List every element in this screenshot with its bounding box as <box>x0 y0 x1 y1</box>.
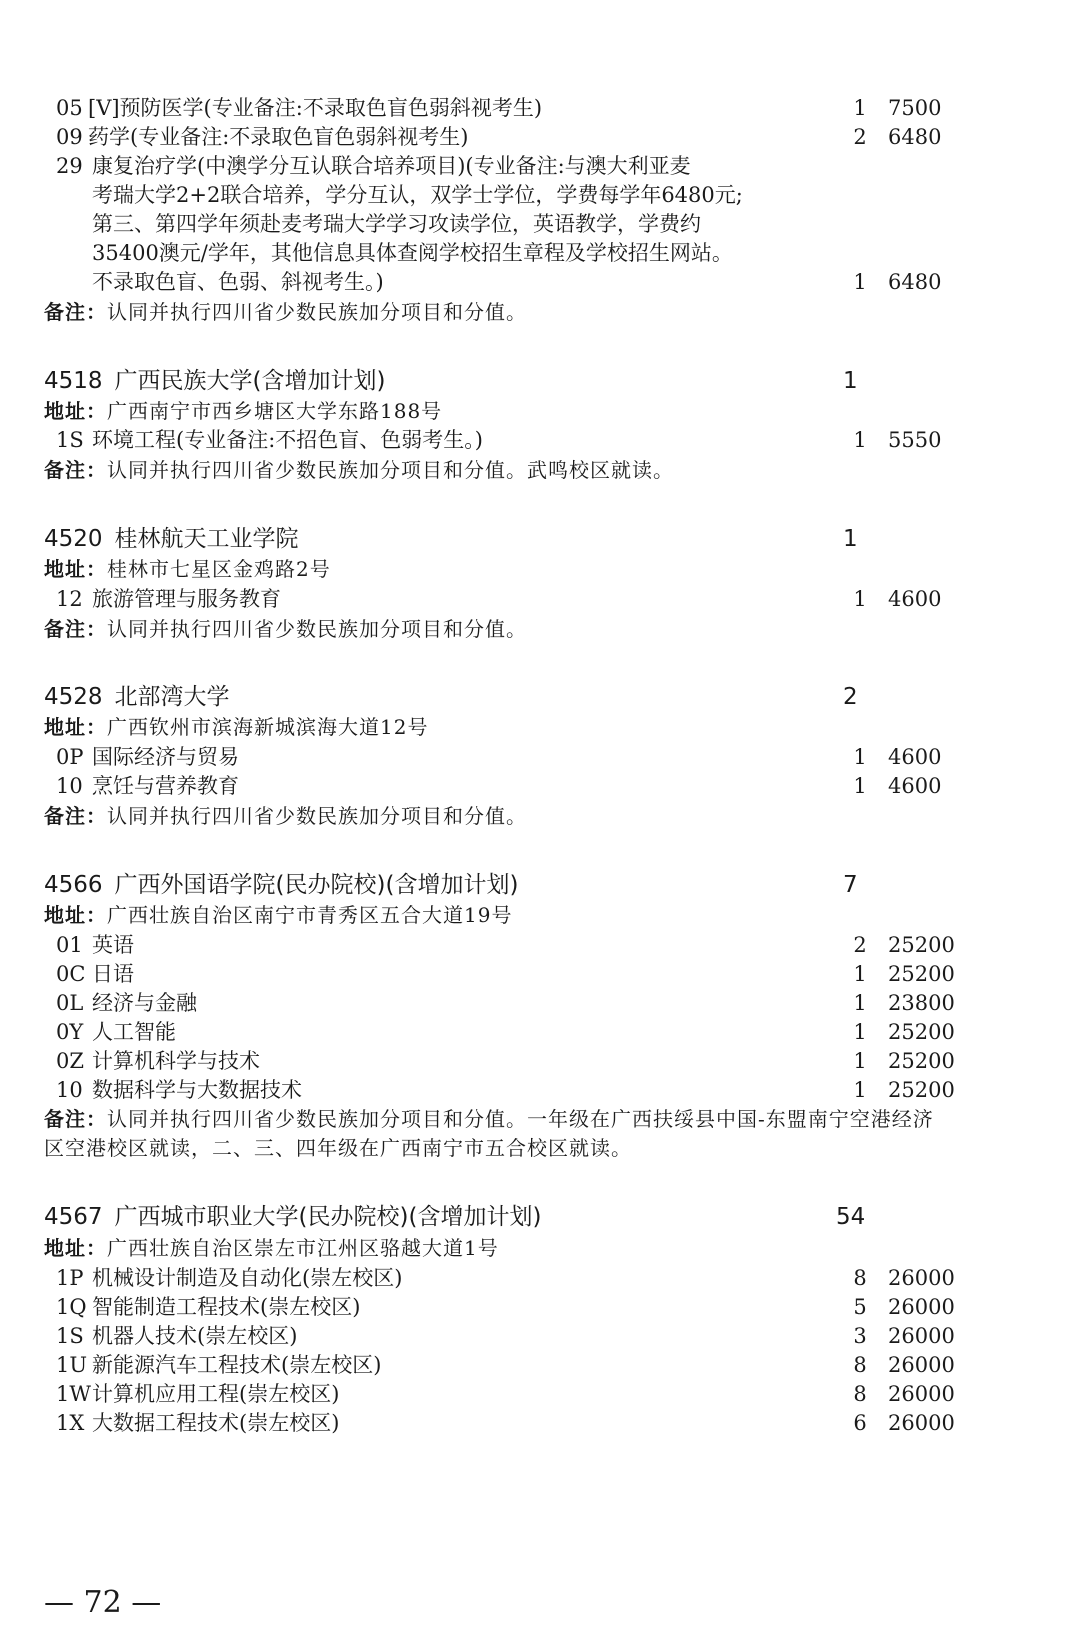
school-code: 4518 <box>44 368 103 394</box>
major-code: 0L <box>56 991 84 1015</box>
major-code: 1X <box>56 1411 85 1435</box>
major-name: 数据科学与大数据技术 <box>92 1078 302 1102</box>
major-fee: 23800 <box>888 991 955 1015</box>
major-fee: 25200 <box>888 1078 955 1102</box>
major-code: 1S <box>56 428 84 452</box>
school-note <box>44 455 674 485</box>
major-count: 8 <box>853 1353 867 1377</box>
major-name-line: 第三、第四学年须赴麦考瑞大学学习攻读学位，英语教学，学费约 <box>92 212 701 236</box>
school-total: 2 <box>843 684 858 710</box>
major-count: 1 <box>853 587 867 611</box>
major-fee: 26000 <box>888 1324 955 1348</box>
note-text: 认同并执行四川省少数民族加分项目和分值。 <box>107 617 527 641</box>
school-address <box>44 712 428 742</box>
school-total: 1 <box>843 526 858 552</box>
major-fee: 4600 <box>888 587 942 611</box>
major-fee: 6480 <box>888 125 942 149</box>
address-label: 地址： <box>44 715 107 739</box>
school-note <box>44 614 527 644</box>
major-count: 1 <box>853 962 867 986</box>
school-code: 4520 <box>44 526 103 552</box>
note-label: 备注： <box>44 458 107 482</box>
address-text: 广西南宁市西乡塘区大学东路188号 <box>107 399 443 423</box>
address-text: 广西壮族自治区崇左市江州区骆越大道1号 <box>107 1236 499 1260</box>
school-code: 4567 <box>44 1204 103 1230</box>
major-code: 05 <box>56 96 83 120</box>
major-count: 1 <box>853 1049 867 1073</box>
major-name: [Ⅴ]预防医学(专业备注:不录取色盲色弱斜视考生) <box>88 96 543 120</box>
major-name: 药学(专业备注:不录取色盲色弱斜视考生) <box>88 125 469 149</box>
school-note <box>44 801 527 831</box>
note-label: 备注： <box>44 804 107 828</box>
major-name: 机械设计制造及自动化(崇左校区) <box>92 1266 403 1290</box>
major-count: 1 <box>853 745 867 769</box>
note-label: 备注： <box>44 617 107 641</box>
major-name-line: 35400澳元/学年，其他信息具体查阅学校招生章程及学校招生网站。 <box>92 241 733 265</box>
major-fee: 6480 <box>888 270 942 294</box>
major-count: 2 <box>853 933 867 957</box>
note-label: 备注： <box>44 300 107 324</box>
school-address <box>44 900 512 930</box>
major-count: 1 <box>853 774 867 798</box>
major-fee: 26000 <box>888 1411 955 1435</box>
school-address <box>44 396 442 426</box>
school-name: 广西城市职业大学(民办院校)(含增加计划) <box>114 1204 542 1230</box>
major-count: 6 <box>853 1411 867 1435</box>
major-fee: 26000 <box>888 1266 955 1290</box>
note-label: 备注： <box>44 1107 107 1131</box>
major-name: 新能源汽车工程技术(崇左校区) <box>92 1353 382 1377</box>
major-code: 1U <box>56 1353 88 1377</box>
major-count: 2 <box>853 125 867 149</box>
major-code: 1P <box>56 1266 84 1290</box>
major-fee: 25200 <box>888 933 955 957</box>
school-total: 7 <box>843 872 858 898</box>
note-text: 认同并执行四川省少数民族加分项目和分值。 <box>107 804 527 828</box>
major-code: 1S <box>56 1324 84 1348</box>
major-fee: 26000 <box>888 1295 955 1319</box>
school-name: 广西外国语学院(民办院校)(含增加计划) <box>114 872 519 898</box>
school-header <box>44 522 299 556</box>
school-header <box>44 1200 541 1234</box>
major-fee: 25200 <box>888 1020 955 1044</box>
major-count: 5 <box>853 1295 867 1319</box>
major-code: 0Z <box>56 1049 84 1073</box>
school-name: 北部湾大学 <box>114 684 230 710</box>
school-code: 4566 <box>44 872 103 898</box>
major-fee: 4600 <box>888 774 942 798</box>
major-name: 人工智能 <box>92 1020 176 1044</box>
school-header <box>44 364 386 398</box>
school-address <box>44 1233 499 1263</box>
major-count: 3 <box>853 1324 867 1348</box>
address-text: 广西壮族自治区南宁市青秀区五合大道19号 <box>107 903 513 927</box>
major-name: 智能制造工程技术(崇左校区) <box>92 1295 361 1319</box>
major-count: 8 <box>853 1382 867 1406</box>
school-code: 4528 <box>44 684 103 710</box>
school-address <box>44 554 331 584</box>
major-code: 0C <box>56 962 86 986</box>
major-count: 1 <box>853 96 867 120</box>
major-count: 1 <box>853 1078 867 1102</box>
major-name: 英语 <box>92 933 134 957</box>
school-note <box>44 297 527 327</box>
address-text: 广西钦州市滨海新城滨海大道12号 <box>107 715 429 739</box>
major-code: 09 <box>56 125 83 149</box>
major-code: 10 <box>56 774 83 798</box>
major-name: 国际经济与贸易 <box>92 745 239 769</box>
major-fee: 5550 <box>888 428 942 452</box>
major-code: 1W <box>56 1382 91 1406</box>
major-code: 01 <box>56 933 83 957</box>
major-fee: 25200 <box>888 1049 955 1073</box>
school-name: 桂林航天工业学院 <box>114 526 299 552</box>
major-name: 日语 <box>92 962 134 986</box>
major-count: 1 <box>853 1020 867 1044</box>
major-code: 0P <box>56 745 84 769</box>
major-name: 烹饪与营养教育 <box>92 774 239 798</box>
major-name-line: 康复治疗学(中澳学分互认联合培养项目)(专业备注:与澳大利亚麦 <box>92 154 691 178</box>
address-text: 桂林市七星区金鸡路2号 <box>107 557 331 581</box>
major-count: 1 <box>853 991 867 1015</box>
note-text: 认同并执行四川省少数民族加分项目和分值。武鸣校区就读。 <box>107 458 674 482</box>
major-name: 旅游管理与服务教育 <box>92 587 281 611</box>
address-label: 地址： <box>44 903 107 927</box>
major-code: 12 <box>56 587 83 611</box>
major-fee: 26000 <box>888 1382 955 1406</box>
address-label: 地址： <box>44 1236 107 1260</box>
major-name-line: 考瑞大学2+2联合培养，学分互认，双学士学位，学费每学年6480元; <box>92 183 743 207</box>
major-code: 10 <box>56 1078 83 1102</box>
major-count: 1 <box>853 428 867 452</box>
school-note-continued: 区空港校区就读，二、三、四年级在广西南宁市五合校区就读。 <box>44 1136 632 1160</box>
major-name: 大数据工程技术(崇左校区) <box>92 1411 340 1435</box>
major-count: 8 <box>853 1266 867 1290</box>
note-text: 认同并执行四川省少数民族加分项目和分值。 <box>107 300 527 324</box>
major-name: 环境工程(专业备注:不招色盲、色弱考生。) <box>92 428 483 452</box>
major-fee: 7500 <box>888 96 942 120</box>
address-label: 地址： <box>44 399 107 423</box>
major-name: 计算机应用工程(崇左校区) <box>92 1382 340 1406</box>
major-count: 1 <box>853 270 867 294</box>
school-name: 广西民族大学(含增加计划) <box>114 368 386 394</box>
school-header <box>44 680 230 714</box>
major-fee: 26000 <box>888 1353 955 1377</box>
major-name: 经济与金融 <box>92 991 197 1015</box>
school-total: 54 <box>836 1204 866 1230</box>
note-text: 认同并执行四川省少数民族加分项目和分值。一年级在广西扶绥县中国-东盟南宁空港经济 <box>107 1107 934 1131</box>
school-header <box>44 868 518 902</box>
school-note <box>44 1104 934 1134</box>
major-name: 机器人技术(崇左校区) <box>92 1324 298 1348</box>
address-label: 地址： <box>44 557 107 581</box>
major-name: 计算机科学与技术 <box>92 1049 260 1073</box>
major-fee: 4600 <box>888 745 942 769</box>
major-code: 1Q <box>56 1295 87 1319</box>
major-code: 29 <box>56 154 83 178</box>
page-number: — 72 — <box>44 1585 162 1620</box>
school-total: 1 <box>843 368 858 394</box>
major-name-line: 不录取色盲、色弱、斜视考生。) <box>92 270 384 294</box>
major-code: 0Y <box>56 1020 84 1044</box>
major-fee: 25200 <box>888 962 955 986</box>
